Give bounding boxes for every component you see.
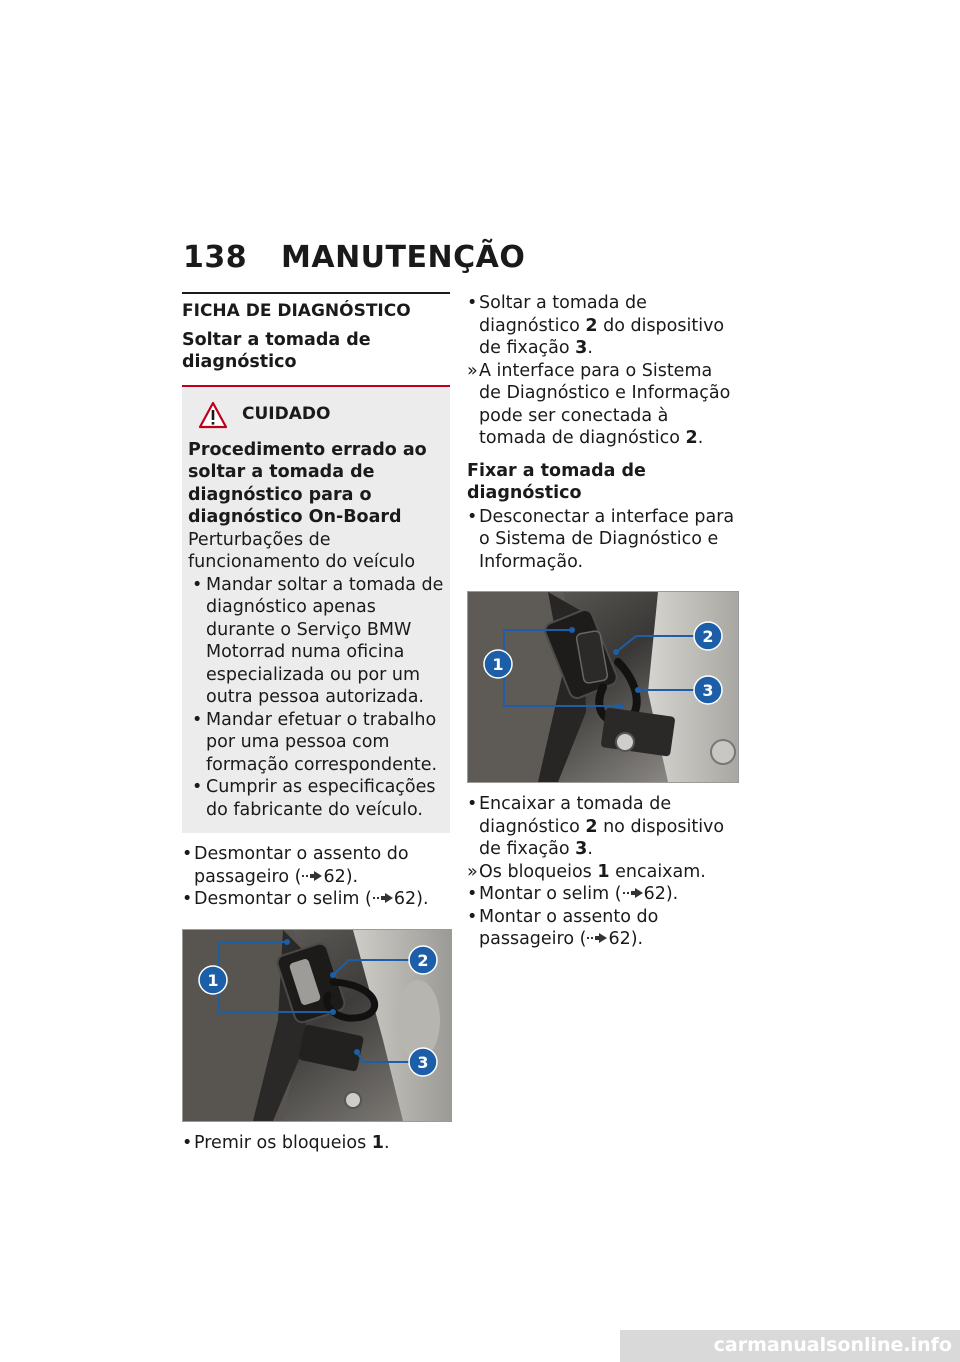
page-reference-link[interactable]: 62 xyxy=(643,884,666,904)
step-remove-passenger-seat xyxy=(182,843,450,888)
page-reference-link[interactable]: 62 xyxy=(393,889,417,909)
page-reference-link[interactable]: 62 xyxy=(608,929,631,949)
caution-item: • Mandar soltar a tomada de diagnóstico apenas durante o Serviço BMW Motorrad numa oficina especializada ou por um outra pessoa autorizada. xyxy=(188,574,444,709)
step-marker: • xyxy=(467,906,478,927)
step-text: Desmontar o assento do passageiro ( xyxy=(194,844,409,887)
watermark-banner xyxy=(620,1330,960,1362)
caution-box xyxy=(182,385,450,834)
step-marker: • xyxy=(467,884,478,904)
step-text: no dispositivo de fixação xyxy=(479,816,725,859)
step-text: Montar o selim ( xyxy=(479,884,622,904)
result-marker: » xyxy=(467,861,478,882)
step-marker: • xyxy=(467,794,478,814)
photo-diagnostic-plug-fixed xyxy=(467,591,739,783)
step-press-locks xyxy=(182,1132,450,1155)
step-text: Premir os bloqueios xyxy=(194,1132,372,1153)
subheading-release: Soltar a tomada de diagnóstico xyxy=(182,329,371,372)
caution-item: • Cumprir as especificações do fabricante do veículo. xyxy=(188,776,444,821)
step-text: Montar o assento do passageiro ( xyxy=(479,906,659,949)
step-ref-number: 3 xyxy=(575,338,588,358)
caution-header xyxy=(198,401,444,429)
step-text: A interface para o Sistema de Diagnóstico e Informação pode ser conectada à tomada de diagnóstico xyxy=(479,360,731,448)
diagnostic-plug-photo xyxy=(183,930,451,1121)
callout-label-2: 2 xyxy=(702,627,714,646)
chapter-title: MANUTENÇÃO xyxy=(281,240,526,275)
caution-list xyxy=(188,574,444,822)
left-column xyxy=(182,292,450,1154)
step-text: Soltar a tomada de diagnóstico xyxy=(479,293,647,336)
page-header xyxy=(183,240,525,275)
callout-label-2: 2 xyxy=(417,950,429,970)
page-number: 138 xyxy=(183,240,248,275)
watermark-text[interactable]: carmanualsonline.info xyxy=(713,1334,952,1356)
step-text-close: . xyxy=(697,428,704,448)
step-text-close: . xyxy=(587,839,593,859)
result-marker: » xyxy=(467,360,478,381)
page-reference-arrow-icon xyxy=(586,932,608,944)
step-text-close: . xyxy=(587,338,593,358)
section-heading: FICHA DE DIAGNÓSTICO xyxy=(182,292,450,323)
step-text-close: . xyxy=(383,1132,390,1153)
caution-consequence: Perturbações de funcionamento do veículo xyxy=(188,529,416,572)
step-install-seat xyxy=(467,883,739,906)
step-ref-number: 1 xyxy=(371,1132,384,1153)
callout-label-3: 3 xyxy=(417,1052,429,1072)
diagnostic-plug-fixed-photo xyxy=(468,592,738,782)
page-reference-arrow-icon xyxy=(372,892,394,904)
photo-diagnostic-plug-removed xyxy=(182,929,452,1122)
callout-label-3: 3 xyxy=(702,681,714,700)
step-text: Os bloqueios xyxy=(479,861,598,882)
callout-label-1: 1 xyxy=(207,970,219,990)
page-reference-link[interactable]: 62 xyxy=(323,866,346,887)
step-text-close: encaixam. xyxy=(609,861,706,882)
step-text: Desconectar a interface para o Sistema de Diagnóstico e Informação. xyxy=(479,506,735,572)
warning-triangle-icon xyxy=(198,401,228,429)
result-locks-engage xyxy=(467,861,739,884)
step-remove-seat xyxy=(182,888,450,911)
step-ref-number: 2 xyxy=(585,315,598,336)
right-column xyxy=(467,292,739,951)
step-install-passenger-seat xyxy=(467,906,739,951)
step-marker: • xyxy=(182,889,193,909)
step-marker: • xyxy=(182,1132,193,1153)
caution-item: • Mandar efetuar o trabalho por uma pessoa com formação correspondente. xyxy=(188,709,444,777)
step-text: Encaixar a tomada de diagnóstico xyxy=(479,794,672,837)
step-text-close: ). xyxy=(665,884,679,904)
subheading-fix: Fixar a tomada de diagnóstico xyxy=(467,460,646,503)
step-text-close: ). xyxy=(416,889,429,909)
step-ref-number: 2 xyxy=(585,816,598,837)
page-reference-arrow-icon xyxy=(301,870,323,882)
caution-heading: Procedimento errado ao soltar a tomada de diagnóstico para o diagnóstico On-Board xyxy=(188,439,427,527)
step-text: Desmontar o selim ( xyxy=(194,889,372,909)
step-ref-number: 2 xyxy=(685,428,698,448)
step-text: do dispositivo de fixação xyxy=(479,315,725,358)
step-insert-plug xyxy=(467,793,739,861)
step-text-close: ). xyxy=(345,866,359,887)
result-interface-connectable xyxy=(467,360,739,450)
step-text-close: ). xyxy=(630,929,644,949)
step-marker: • xyxy=(182,844,193,864)
step-marker: • xyxy=(467,293,478,313)
step-ref-number: 1 xyxy=(597,861,610,882)
page-reference-arrow-icon xyxy=(622,887,644,899)
caution-title: CUIDADO xyxy=(242,404,331,425)
step-release-plug xyxy=(467,292,739,360)
step-disconnect-interface xyxy=(467,506,739,574)
step-ref-number: 3 xyxy=(575,839,588,859)
step-marker: • xyxy=(467,506,478,527)
callout-label-1: 1 xyxy=(492,655,504,674)
